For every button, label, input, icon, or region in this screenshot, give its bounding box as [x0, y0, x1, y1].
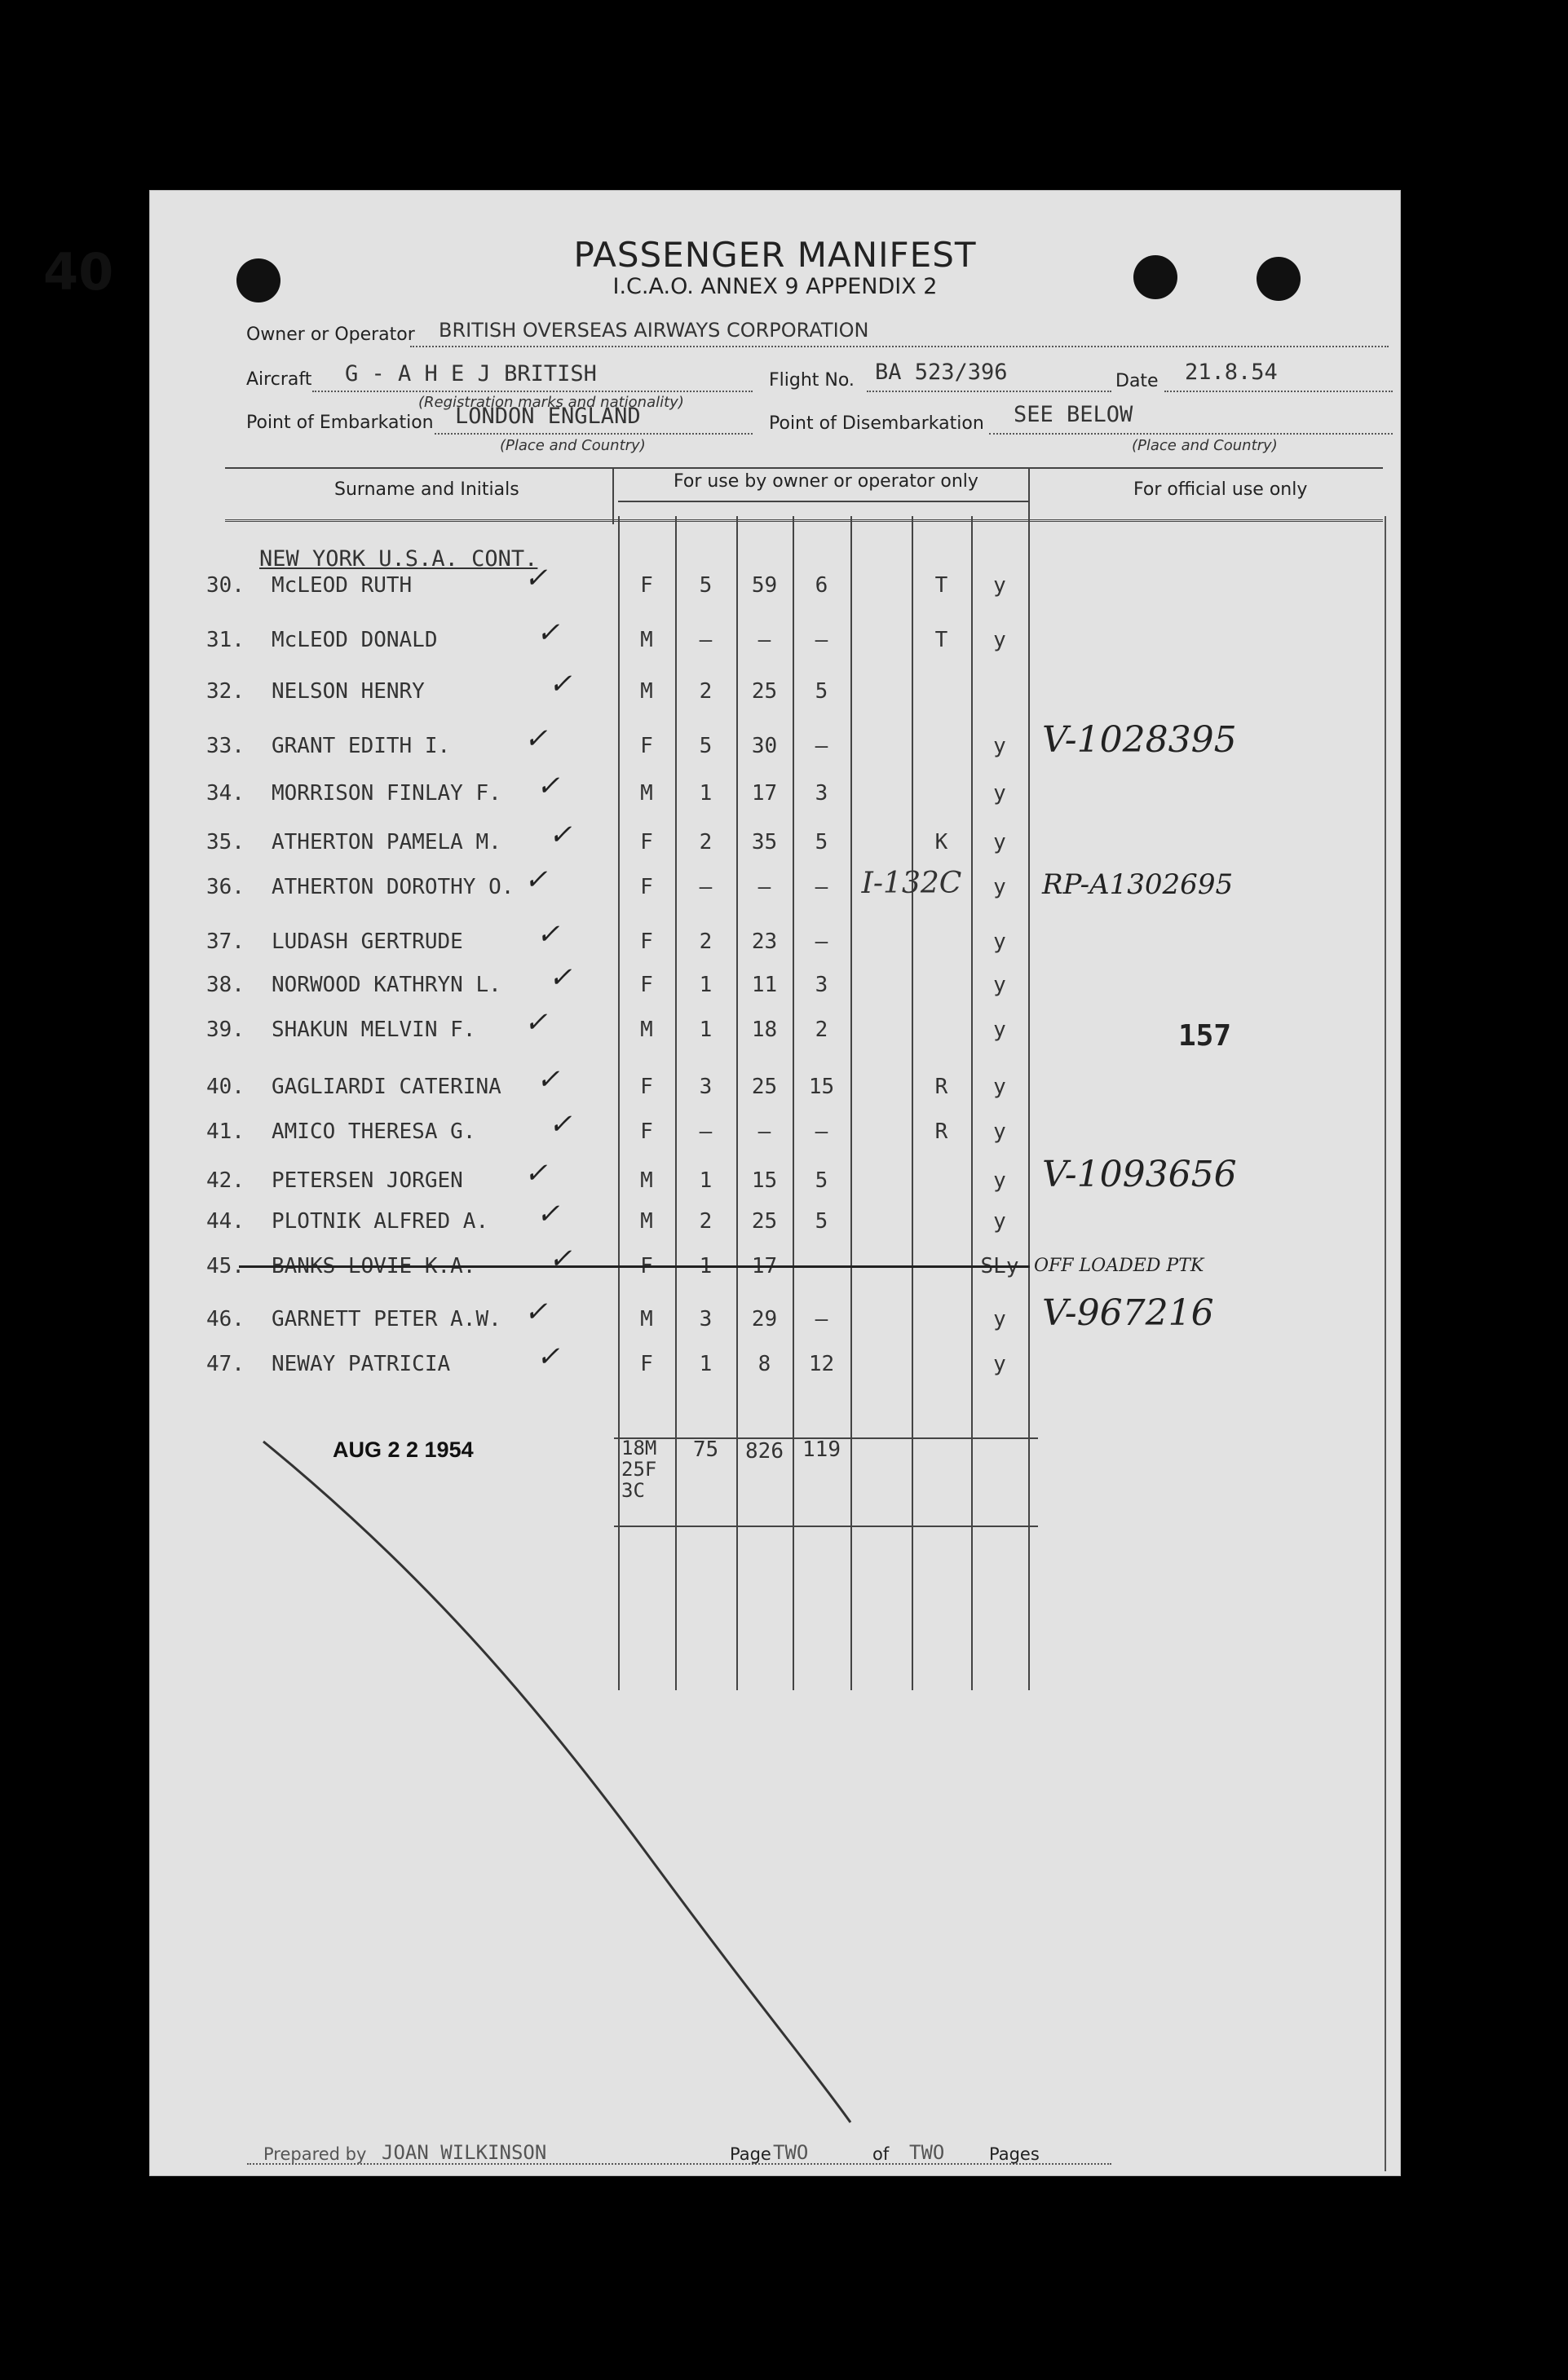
cell-c3: –	[815, 1254, 828, 1278]
passenger-name: NORWOOD KATHRYN L.	[272, 973, 501, 997]
cell-c6: y	[993, 929, 1006, 954]
cell-c3: 5	[815, 1168, 828, 1193]
passenger-name: BANKS LOVIE K.A.	[272, 1254, 476, 1278]
cell-c1: 5	[699, 734, 713, 758]
row-number: 39.	[206, 1018, 245, 1042]
page-value: TWO	[773, 2141, 809, 2164]
cell-c2: 23	[751, 929, 778, 954]
cell-c3: 3	[815, 973, 828, 997]
cancellation-stroke	[149, 190, 1401, 2176]
cell-c1: 1	[699, 1352, 713, 1376]
cell-c1: 1	[699, 1168, 713, 1193]
cell-sex: M	[640, 1168, 653, 1193]
check-mark-icon: ✓	[524, 722, 548, 755]
cell-c6: y	[993, 781, 1006, 806]
manifest-sheet	[43, 190, 1401, 2176]
passenger-name: GRANT EDITH I.	[272, 734, 451, 758]
check-mark-icon: ✓	[537, 1340, 560, 1373]
cell-c6: y	[993, 734, 1006, 758]
total-sex: 18M 25F 3C	[621, 1437, 657, 1502]
cell-c6: SLy	[980, 1254, 1019, 1278]
cell-c2: 25	[751, 1209, 778, 1234]
aircraft-value: G - A H E J BRITISH	[345, 361, 597, 386]
row-number: 45.	[206, 1254, 245, 1278]
cell-c2: –	[757, 1119, 771, 1144]
page-subtitle: I.C.A.O. ANNEX 9 APPENDIX 2	[612, 274, 938, 299]
passenger-name: NELSON HENRY	[272, 679, 425, 704]
passenger-name: SHAKUN MELVIN F.	[272, 1018, 476, 1042]
cell-c2: 18	[751, 1018, 778, 1042]
cell-c2: –	[757, 875, 771, 899]
cell-c6: y	[993, 1352, 1006, 1376]
cell-c1: –	[699, 1119, 713, 1144]
cell-c3: –	[815, 734, 828, 758]
embarkation-label: Point of Embarkation	[246, 413, 434, 433]
row-number: 42.	[206, 1168, 245, 1193]
cell-c2: 17	[751, 1254, 778, 1278]
received-date-stamp: AUG 2 2 1954	[333, 1437, 474, 1462]
check-mark-icon: ✓	[537, 1063, 560, 1096]
passenger-name: McLEOD DONALD	[272, 628, 438, 652]
cell-c3: –	[815, 1119, 828, 1144]
cell-c6: y	[993, 628, 1006, 652]
owner-value: BRITISH OVERSEAS AIRWAYS CORPORATION	[439, 319, 869, 342]
row-number: 31.	[206, 628, 245, 652]
cell-c6: y	[993, 1209, 1006, 1234]
official-use-note: RP-A1302695	[1042, 868, 1234, 901]
cell-c5: R	[934, 1119, 948, 1144]
cell-c5: T	[934, 573, 948, 598]
cell-c3: 5	[815, 679, 828, 704]
row-number: 36.	[206, 875, 245, 899]
prepared-value: JOAN WILKINSON	[382, 2141, 547, 2164]
cell-c1: 2	[699, 929, 713, 954]
aircraft-label: Aircraft	[246, 369, 312, 390]
cell-c3: 2	[815, 1018, 828, 1042]
cell-sex: M	[640, 781, 653, 806]
embarkation-note: (Place and Country)	[500, 437, 646, 454]
cell-c6: y	[993, 1168, 1006, 1193]
passenger-name: GARNETT PETER A.W.	[272, 1307, 501, 1331]
check-mark-icon: ✓	[524, 1006, 548, 1039]
cell-c1: 2	[699, 1209, 713, 1234]
cell-c3: –	[815, 628, 828, 652]
cell-sex: F	[640, 1254, 653, 1278]
passenger-name: PETERSEN JORGEN	[272, 1168, 463, 1193]
disembarkation-note: (Place and Country)	[1132, 437, 1278, 454]
official-use-note: 157	[1178, 1019, 1232, 1053]
total-col2: 826	[745, 1439, 784, 1464]
cell-sex: F	[640, 929, 653, 954]
cell-c2: 29	[751, 1307, 778, 1331]
cell-c6: y	[993, 1307, 1006, 1331]
cell-c6: y	[993, 973, 1006, 997]
row-number: 40.	[206, 1075, 245, 1099]
cell-sex: F	[640, 1119, 653, 1144]
date-label: Date	[1115, 371, 1159, 391]
check-mark-icon: ✓	[549, 961, 572, 994]
row-number: 37.	[206, 929, 245, 954]
cell-sex: M	[640, 628, 653, 652]
check-mark-icon: ✓	[537, 1198, 560, 1230]
total-col3: 119	[802, 1437, 841, 1462]
cell-c3: 5	[815, 830, 828, 854]
cell-c6: y	[993, 1075, 1006, 1099]
cell-c2: 25	[751, 1075, 778, 1099]
passenger-name: ATHERTON PAMELA M.	[272, 830, 501, 854]
flight-label: Flight No.	[769, 370, 855, 391]
row-number: 30.	[206, 573, 245, 598]
cell-c6: y	[993, 573, 1006, 598]
passenger-name: GAGLIARDI CATERINA	[272, 1075, 501, 1099]
total-col1: 75	[692, 1437, 719, 1462]
cell-c3: –	[815, 929, 828, 954]
check-mark-icon: ✓	[524, 562, 548, 594]
margin-mark: 40	[43, 242, 114, 302]
cell-c3: 15	[808, 1075, 835, 1099]
section-heading: NEW YORK U.S.A. CONT.	[259, 546, 538, 572]
embarkation-value: LONDON ENGLAND	[455, 404, 641, 429]
official-use-note: OFF LOADED PTK	[1034, 1256, 1204, 1276]
flight-value: BA 523/396	[875, 360, 1008, 385]
cell-c2: 59	[751, 573, 778, 598]
aircraft-note: (Registration marks and nationality)	[418, 394, 684, 411]
row-number: 38.	[206, 973, 245, 997]
cell-sex: M	[640, 1018, 653, 1042]
official-use-note: V-967216	[1042, 1292, 1214, 1334]
of-value: TWO	[909, 2141, 945, 2164]
cell-c1: 1	[699, 1018, 713, 1042]
cell-c6: y	[993, 1119, 1006, 1144]
pages-label: Pages	[989, 2144, 1040, 2164]
owner-label: Owner or Operator	[246, 325, 415, 345]
cell-c3: –	[815, 875, 828, 899]
cell-c1: 1	[699, 781, 713, 806]
passenger-name: LUDASH GERTRUDE	[272, 929, 463, 954]
cell-sex: F	[640, 875, 653, 899]
check-mark-icon: ✓	[549, 819, 572, 851]
cell-c2: 25	[751, 679, 778, 704]
cell-c6: y	[993, 830, 1006, 854]
col-surname-header: Surname and Initials	[334, 479, 519, 500]
date-value: 21.8.54	[1185, 360, 1278, 385]
cell-c2: 15	[751, 1168, 778, 1193]
cell-c6: y	[993, 1018, 1006, 1042]
cell-c2: 35	[751, 830, 778, 854]
cell-c1: –	[699, 875, 713, 899]
cell-sex: M	[640, 1307, 653, 1331]
row-number: 44.	[206, 1209, 245, 1234]
check-mark-icon: ✓	[537, 616, 560, 649]
check-mark-icon: ✓	[524, 1296, 548, 1328]
col-official-header: For official use only	[1133, 479, 1308, 500]
cell-c3: 5	[815, 1209, 828, 1234]
cell-c2: –	[757, 628, 771, 652]
cell-sex: M	[640, 1209, 653, 1234]
cell-sex: F	[640, 973, 653, 997]
cell-c1: 3	[699, 1075, 713, 1099]
check-mark-icon: ✓	[549, 1108, 572, 1141]
cell-c3: 3	[815, 781, 828, 806]
official-use-note: V-1028395	[1042, 719, 1237, 761]
col-owner-use-header: For use by owner or operator only	[674, 471, 978, 492]
cell-c3: 12	[808, 1352, 835, 1376]
passenger-name: ATHERTON DOROTHY O.	[272, 875, 515, 899]
passenger-name: MORRISON FINLAY F.	[272, 781, 501, 806]
cell-c1: 5	[699, 573, 713, 598]
check-mark-icon: ✓	[549, 1243, 572, 1275]
cell-c1: 1	[699, 973, 713, 997]
disembarkation-value: SEE BELOW	[1014, 402, 1133, 427]
cell-sex: F	[640, 573, 653, 598]
official-use-note: V-1093656	[1042, 1154, 1237, 1195]
cell-c6: y	[993, 875, 1006, 899]
cell-c2: 30	[751, 734, 778, 758]
prepared-label: Prepared by	[263, 2144, 367, 2164]
cell-c2: 17	[751, 781, 778, 806]
cell-c1: 1	[699, 1254, 713, 1278]
cell-c1: –	[699, 628, 713, 652]
cell-sex: M	[640, 679, 653, 704]
row-number: 33.	[206, 734, 245, 758]
row-number: 35.	[206, 830, 245, 854]
cell-c3: –	[815, 1307, 828, 1331]
cell-c1: 2	[699, 830, 713, 854]
row-number: 34.	[206, 781, 245, 806]
row-number: 41.	[206, 1119, 245, 1144]
row-number: 47.	[206, 1352, 245, 1376]
check-mark-icon: ✓	[537, 918, 560, 951]
cell-c5: K	[934, 830, 948, 854]
check-mark-icon: ✓	[549, 668, 572, 700]
cell-c5: R	[934, 1075, 948, 1099]
cell-c3: 6	[815, 573, 828, 598]
passenger-name: McLEOD RUTH	[272, 573, 413, 598]
passenger-name: NEWAY PATRICIA	[272, 1352, 451, 1376]
check-mark-icon: ✓	[524, 863, 548, 896]
cell-sex: F	[640, 1075, 653, 1099]
cell-sex: F	[640, 1352, 653, 1376]
cell-c1: 3	[699, 1307, 713, 1331]
footer-dots	[247, 2163, 1111, 2165]
check-mark-icon: ✓	[524, 1157, 548, 1190]
disembarkation-label: Point of Disembarkation	[769, 413, 984, 434]
page-label: Page	[730, 2144, 771, 2164]
row-number: 46.	[206, 1307, 245, 1331]
cell-c2: 8	[757, 1352, 771, 1376]
page-title: PASSENGER MANIFEST	[573, 235, 977, 275]
row-number: 32.	[206, 679, 245, 704]
cell-c2: 11	[751, 973, 778, 997]
check-mark-icon: ✓	[537, 770, 560, 802]
cell-c4: I-132C	[861, 867, 962, 900]
cell-sex: F	[640, 734, 653, 758]
of-label: of	[872, 2144, 890, 2164]
passenger-name: AMICO THERESA G.	[272, 1119, 476, 1144]
passenger-name: PLOTNIK ALFRED A.	[272, 1209, 489, 1234]
cell-c5: T	[934, 628, 948, 652]
cell-sex: F	[640, 830, 653, 854]
cell-c1: 2	[699, 679, 713, 704]
